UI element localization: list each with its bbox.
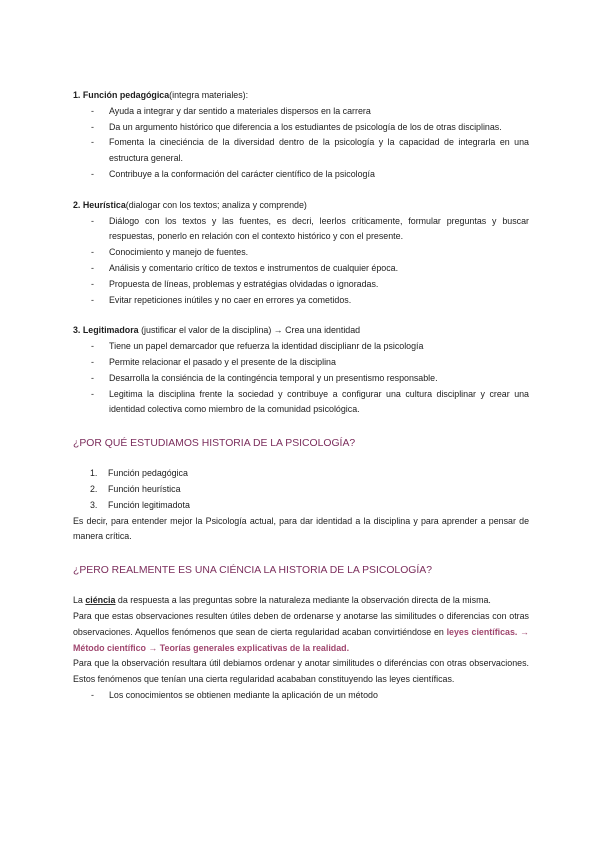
section-number: 2. [73,199,81,210]
text-run: da respuesta a las preguntas sobre la naturaleza mediante la observación directa de la misma. [115,595,491,606]
bullet-list [73,339,529,418]
section-heading [73,323,529,339]
list-item: - Tiene un papel demarcador que refuerza la identidad disciplianr de la psicología [73,339,529,355]
text-run: Para que estas observaciones resulten útiles deben de ordenarse y anotarse las similitudes o diferencias con otras observaciones. Aquellos fenómenos que sean de cierta regularidad acaban convirtiéndose en [73,610,529,637]
section-pedagogica [73,88,529,183]
section-heading [73,88,529,104]
why-heading: ¿POR QUÉ ESTUDIAMOS HISTORIA DE LA PSICOLOGÍA? [73,438,356,450]
item-text: Función legitimadota [108,499,190,510]
list-item: - Análisis y comentario crítico de textos e instrumentos de cualquier época. [73,261,529,277]
section-legitimadora [73,323,529,418]
highlight-laws: leyes científicas. → Método científico → Teorías generales explicativas de la realidad. [73,626,530,653]
bullet-list [73,104,529,183]
science-paragraph-3: Para que la observación resultara útil debiamos ordenar y anotar similitudes o diferéncias con otras observaciones. Estos fenómenos que tenían una cierta regularidad acababan constituyendo las leyes científicas. [73,658,529,685]
list-item: - Desarrolla la consiéncia de la contingéncia temporal y un presentismo responsable. [73,371,529,387]
list-item: - Legitima la disciplina frente la sociedad y contribuye a configurar una cultura disciplinar y crear una identidad colectiva como miembro de la comunidad psicológica. [73,387,529,419]
list-item: - Ayuda a integrar y dar sentido a materiales dispersos en la carrera [73,104,529,120]
science-paragraph-1 [73,593,529,609]
item-number: 2. [90,483,98,494]
text-run: La [73,595,86,606]
list-item: - Evitar repeticiones inútiles y no caer en errores ya cometidos. [73,293,529,309]
list-item: - Diálogo con los textos y las fuentes, es decri, leerlos críticamente, formular preguntas y buscar respuestas, ponerlo en relación con el contexto histórico y con el presente. [73,214,529,246]
section-heading [73,198,529,214]
list-item: - Conocimiento y manejo de fuentes. [73,245,529,261]
section-note: (justificar el valor de la disciplina) → Crea una identidad [138,325,361,336]
list-item [73,466,529,482]
why-paragraph: Es decir, para entender mejor la Psicología actual, para dar identidad a la disciplina y para aprender a pensar de manera crítica. [73,515,529,542]
section-note: (integra materiales): [169,90,249,100]
document-content [73,88,529,704]
section-title: Heurística [82,199,126,210]
list-item: - Contribuye a la conformación del carácter científico de la psicología [73,167,529,183]
list-item: - Da un argumento histórico que diferencia a los estudiantes de psicología de los de otras disciplinas. [73,120,529,136]
item-number: 3. [90,499,98,510]
item-text: Función pedagógica [108,468,188,479]
why-list [73,466,529,513]
science-paragraph-2 [73,609,529,656]
section-number: 1. [73,90,81,100]
section-title: Función pedagógica [82,90,170,100]
item-text: Función heurística [108,483,181,494]
list-item: - Fomenta la cineciéncia de la diversidad dentro de la psicología y la capacidad de integrarla en una estructura general. [73,135,529,167]
section-heuristica [73,198,529,309]
list-item: - Los conocimientos se obtienen mediante la aplicación de un método [73,688,529,704]
list-item: - Permite relacionar el pasado y el presente de la disciplina [73,355,529,371]
section-number: 3. [73,325,81,336]
item-number: 1. [90,468,98,479]
list-item [73,498,529,514]
bullet-list [73,688,529,704]
section-title: Legitimadora [82,325,139,336]
science-heading: ¿PERO REALMENTE ES UNA CIÉNCIA LA HISTORIA DE LA PSICOLOGÍA? [73,565,432,577]
term-ciencia: ciéncia [85,595,116,606]
list-item: - Propuesta de líneas, problemas y estratégias olvidadas o ignoradas. [73,277,529,293]
bullet-list [73,214,529,309]
section-note: (dialogar con los textos; analiza y comprende) [125,199,307,210]
list-item [73,482,529,498]
